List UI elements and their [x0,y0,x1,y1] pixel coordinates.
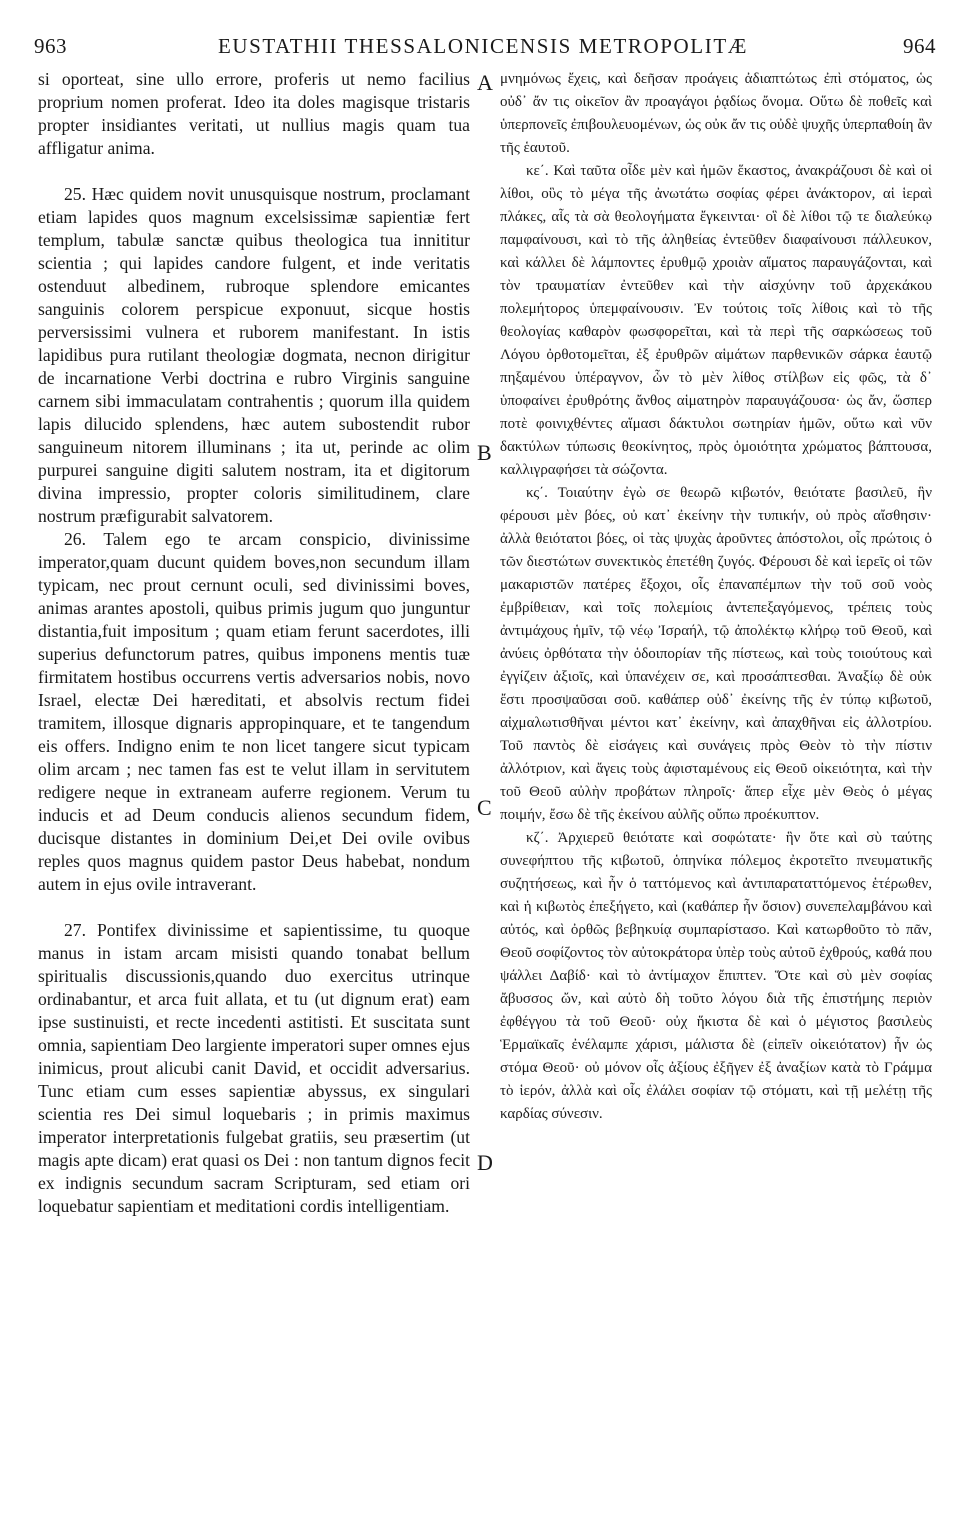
greek-paragraph-27: κζ΄. Ἀρχιερεῦ θειότατε καὶ σοφώτατε· ἣν ὅτε καὶ σὺ ταύτης συνεφήπτου τῆς κιβωτοῦ, ὁπηνίκα πόλεμος ἐκροτεῖτο πνευματικῆς συζητήσεως, καὶ ἦν ὁ ταττόμενος καὶ ἀντιπαραταττόμενος ἑτέρωθεν, καὶ ἡ κιβωτὸς ἐπεξήγετο, καὶ (καθάπερ ἦν ὅσιον) συνεπελαμβάνου καὶ αὐτός, καὶ ὀρθῶς βεβηκυίᾳ συμπαρίστασο. Καὶ κατωρθοῦτο τὸ πᾶν, Θεοῦ σοφίζοντος τὸν αὐτοκράτορα ὑπὲρ τοὺς αὐτοῦ ἐχθρούς, καθά που ψάλλει Δαβίδ· καὶ τὸ ἀντίμαχον ἔπιπτεν. Ὅτε καὶ σὺ μὲν σοφίας ἄβυσσος ὤν, καὶ αὐτὸ δὴ τοῦτο λόγου διὰ τῆς ἐπιστήμης περιὸν ἐφθέγγου τὰ τοῦ Θεοῦ· οὐχ ἥκιστα δὲ καὶ ὁ μέγιστος βασιλεὺς Ἑρμαϊκαῖς ἐνέλαμπε χάρισι, μάλιστα δὲ (εἰπεῖν οἰκειότατον) ἦν ὡς στόμα Θεοῦ· οὐ μόνον οἷς ἀξίους ἐξῆγεν ἐξ ἀναξίων κατὰ τὸ Γράμμα τὸ ἱερόν, ἀλλὰ καὶ οἷς ἐλάλει σοφίαν τῷ στόματι, καὶ τῇ μελέτῃ τῆς καρδίας σύνεσιν. [500,830,932,1122]
page-number-right: 964 [903,34,936,58]
greek-column [500,68,932,1126]
greek-paragraph-25: κε΄. Καὶ ταῦτα οἶδε μὲν καὶ ἡμῶν ἕκαστος, ἀνακράζουσι δὲ καὶ οἱ λίθοι, οὓς τὸ μέγα τῆς ἀνωτάτω σοφίας φέρει ἀνάκτορον, αἱ ἱεραὶ πλάκες, αἷς τὰ σὰ θεολογήματα ἔγκεινται· οἳ δὲ λίθοι τῷ τε διαλεύκῳ παμφαίνουσι, καὶ τὸ τῆς ἀληθείας ἐντεῦθεν διαφαίνουσι πάλλευκον, καὶ κάλλει δὲ λάμποντες ἐρυθμῷ χροιὰν αἵματος παραυγάζονται, καὶ τὸν τραυματίαν ἐντεῦθεν καὶ τὴν αἰσχύνην τοῦ ἀρχεκάκου πολεμήτορος ὑπεμφαίνουσιν. Ἐν τούτοις τοῖς λίθοις καὶ τὸ τῆς θεολογίας καθαρὸν φωσφορεῖται, καὶ τὰ περὶ τῆς σαρκώσεως τοῦ Λόγου ὀρθοτομεῖται, ἐξ ἐρυθρῶν αἱμάτων παρθενικῶν σάρκα ἑαυτῷ πηξαμένου ὑπέραγνον, ὧν τὸ μὲν λίθος στίλβων εἰς φῶς, τὰ δ᾿ ὑποφαίνει ἐρυθρότης ἄνθος αἱματηρὸν παραυγάζουσα· ὡς ἄν, ὥσπερ ποτὲ φοινιχθέντες αἵμασι δάκτυλοι σωτηρίαν ἡμῶν, οὕτω καὶ νῦν δακτύλων τύπωσις θεοκίνητος, πρὸς ὁμοιότητα χρώματος βάπτουσα, καλλιγραφήσει τὰ σώζοντα. [500,163,932,478]
running-title: EUSTATHII THESSALONICENSIS METROPOLITÆ [217,34,749,58]
page-number-left: 963 [34,34,67,58]
margin-letter-d: D [477,1150,493,1175]
latin-paragraph-25: 25. Hæc quidem novit unusquisque nostrum, proclamant etiam lapides quos magnum excelsissimæ sapientiæ fert templum, tabulæ sanctæ quibus theologica tua innititur scientia ; qui lapides candore fulgent, et inde veritatis ostenduut albedinem, rubroque splendore emicantes sanguinis colorem perspicue exponuut, sicque hostis perversissimi vulnera et ruborem manifestant. In istis lapidibus pura rutilant theologiæ dogmata, necnon dirigitur de incarnatione Verbi doctrina e rubro Virginis sanguine carnem sibi immaculatam contrahentis ; quorum illa quidem lapis dilucido splendens, hæc autem subostendit rubor sanguineum nitorem illuminans ; ita ut, perinde ac olim purpurei sanguine digiti salutem nostram, ita et digitorum divina impressio, propter coloris similitudinem, clare nostrum præfigurabit salvatorem. [38,184,470,526]
margin-letter-b: B [477,440,492,465]
latin-paragraph-continuation: si oporteat, sine ullo errore, proferis ut nemo facilius proprium nomen proferat. Ideo ita doles magisque tristaris propter insidiantes veritati, ut nullius magis quam tua affligatur anima. [38,69,470,158]
latin-paragraph-26: 26. Talem ego te arcam conspicio, divinissime imperator,quam ducunt quidem boves,non secundum illam typicam, nec prout cernunt oculi, sed divinissimi boves, animas arantes apostoli, quibus primis jugum quo junguntur distantia,fuit impositum ; quam etiam ferunt sacerdotes, illi superius defunctorum patres, quibus imponens mentis tuæ firmitatem hostibus occurrens vertis adversarios nobis, novo Israel, electæ Dei hæreditati, et absolvis rectum fidei tramitem, illosque dignaris appropinquare, et te tangendum eis offers. Indigno enim te non licet tangere sicut typicam olim arcam ; nec tamen fas est te velut illam in servitutem redigere neque in extraneam auferre regionem. Verum tu inducis et ad Deum conducis alienos secundum fidem, ducisque distantes in dominium Dei,et Dei ovile ovibus reples quos magnus quidem pastor Deus habebat, nondum autem in ejus ovile intraverant. [38,529,470,894]
margin-letter-a: A [477,70,493,95]
latin-column [38,68,470,1218]
greek-paragraph-continuation: μνημόνως ἔχεις, καὶ δεῆσαν προάγεις ἀδιαπτώτως ἐπὶ στόματος, ὡς οὐδ᾿ ἄν τις οἰκεῖον ἂν προαγάγοι ῥᾳδίως ὄνομα. Οὕτω δὲ ποθεῖς καὶ ὑπερπονεῖς ἐπιβουλευομένων, ὡς οὐκ ἄν τις οὐδὲ ψυχῆς ὑπερπαθοίη ἂν τῆς ἑαυτοῦ. [500,71,932,156]
greek-paragraph-26: κς΄. Τοιαύτην ἐγὼ σε θεωρῶ κιβωτόν, θειότατε βασιλεῦ, ἣν φέρουσι μὲν βόες, οὐ κατ᾿ ἐκείνην τὴν τυπικήν, οὐ πρὸς αἴσθησιν· ἀλλὰ θειότατοι βόες, οἱ τὰς ψυχὰς ἀροῦντες ἀπόστολοι, οἷς πρώτοις ὁ τῶν διεστώτων συνεκτικὸς ἐπετέθη ζυγός. Φέρουσι δὲ καὶ ἱερεῖς οἱ τῶν μακαριστῶν πατέρες ἔξοχοι, οἷς ἐπαναπέμπων τὴν τοῦ σοῦ νοὸς ἐμβρίθειαν, καὶ τοῖς πολεμίοις ἀντεπεξαγόμενος, τρέπεις τοὺς ἀντιμάχους ἡμῖν, τῷ νέῳ Ἰσραήλ, τῷ ἀπολέκτῳ κλήρῳ τοῦ Θεοῦ, καὶ ἀνύεις ὀρθότατα τὴν ὁδοιπορίαν τῆς πίστεως, καὶ τοὺς τοιούτους καὶ ἐγγίζειν ἀξιοῖς, καὶ ὑπανέχειν σε, καὶ προσάπτεσθαι. Ἀναξίῳ δὲ οὐκ ἔστι προσψαῦσαι σοῦ. καθάπερ οὐδ᾿ ἐκείνης τῆς ἐν τύπῳ κιβωτοῦ, αἰχμαλωτισθῆναι μέντοι κατ᾿ ἐκείνην, καὶ ἀπαχθῆναι εἰς ἀλλοτρίου. Τοῦ παντὸς δὲ εἰσάγεις καὶ συνάγεις πρὸς Θεὸν τὸ τὴν πίστιν ἀλλότριον, καὶ ἄγεις τοὺς ἀφισταμένους εἰς Θεοῦ οἰκειότητα, καὶ τὴν τοῦ Θεοῦ αὐλὴν προβάτων πληροῖς· ἅπερ εἶχε μὲν Θεὸς ὁ μέγας ποιμήν, ἔσω δὲ τῆς ἐκείνου αὐλῆς οὔπω προέκυπτον. [500,485,932,823]
margin-letter-c: C [477,795,492,820]
latin-paragraph-27: 27. Pontifex divinissime et sapientissime, tu quoque manus in istam arcam misisti quando tonabat bellum spiritualis discussionis,quando duo exercitus utrinque ordinabantur, et arca fuit allata, et tu (ut dignum erat) eam ipse sustinuisti, et recte incedenti astitisti. Et suscitata sunt omnia, sapientiam Deo largiente imperatori super omnes ejus inimicus, prout alicubi canit David, et occidit adversarius. Tunc etiam cum esses sapientiæ abyssus, ex singulari scientia res Dei simul loquebaris ; in primis maximus imperator interpretationis fulgebat gratiis, seu præsertim (ut magis apte dicam) erat quasi os Dei : non tantum dignos fecit ex indignis secundum sacram Scripturam, sed etiam ori loquebatur sapientiam et meditationi cordis intelligentiam. [38,920,470,1216]
